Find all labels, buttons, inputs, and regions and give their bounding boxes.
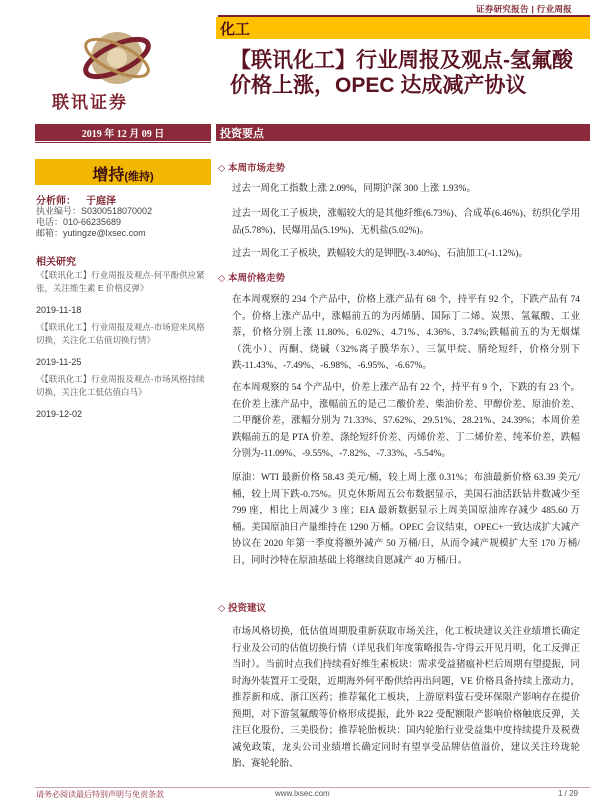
section-heading-market: ◇ 本周市场走势 bbox=[218, 163, 285, 174]
advice-paragraph: 市场风格切换，低估值周期股重新获取市场关注，化工板块建议关注业绩增长确定行业及公司的估值切换行情（详见我们年度策略报告-守得云开见月明，化工反弹正当时）。当前时点我们持续看好维生素板块：需求受益猪瘟补栏后周期有望提振，同时海外装置开工受限，近期海外何平酚供给再出问题，VE 价格具备持续上涨动力，推荐新和成、浙江医药；推荐氟化工板块，上游原料萤石受环保限产影响存在提价预期，对下游氢氟酸等价格形成提振，此外 R22 受配额限产影响价格触底反弹，关注巨化股份、三美股份；推荐轮胎板块：国内轮胎行业受益集中度持续提升及税费减免政策，龙头公司业绩增长确定同时有望享受品牌估值溢价，建议关注玲珑轮胎、赛轮轮胎、 bbox=[232, 627, 580, 769]
rating-note: (维持) bbox=[124, 171, 154, 183]
report-date: 2019 年 12 月 09 日 bbox=[81, 129, 165, 140]
market-paragraph-3: 过去一周化工子板块，跌幅较大的是钾肥(-3.40%)、石油加工(-1.12%)。 bbox=[232, 249, 529, 259]
industry-banner bbox=[216, 17, 590, 39]
analyst-name: 于庭泽 bbox=[86, 196, 116, 207]
website-link[interactable]: www.lxsec.com bbox=[275, 789, 330, 798]
diamond-bullet-icon: ◇ bbox=[218, 163, 228, 174]
analyst-phone: 电话：010-66235689 bbox=[36, 217, 122, 227]
price-paragraph-2: 在本周观察的 54 个产品中，价差上涨产品有 22 个，持平有 9 个，下跌的有 23 个。在价差上涨产品中，涨幅前五的是己二酸价差、柴油价差、甲醇价差、原油价差、二甲醚价差，涨幅分别为 71.33%、57.62%、29.51%、28.21%、24.39%；本周价差跌幅前五的是 PTA 价差、涤纶短纤价差、丙烯价差、丁二烯价差、纯苯价差，跌幅分别为-11.09%、-9.55%、-7.82%、-7.33%、-5.54%。 bbox=[232, 383, 580, 459]
industry-label: 化工 bbox=[220, 21, 251, 38]
price-paragraph-3: 原油：WTI 最新价格 58.43 美元/桶，较上周上涨 0.31%；布油最新价格 63.39 美元/桶，较上周下跌-0.75%。贝克休斯周五公布数据显示，美国石油活跃钻井数减少至 799 座，相比上周减少 3 座；EIA 最新数据显示上周美国原油库存减少 485.60 万桶。美国原油日产量维持在 1290 万桶。OPEC 会议结束，OPEC+一致达成扩大减产协议在 2020 年第一季度将额外减产 50 万桶/日，从而令减产规模扩大至 170 万桶/日，同时沙特在原油基础上将继续自愿减产 40 万桶/日。 bbox=[232, 473, 580, 566]
disclaimer-note: 请务必阅读最后特别声明与免责条款 bbox=[36, 790, 164, 799]
title-line-1: 【联讯化工】行业周报及观点-氢氟酸 bbox=[230, 49, 573, 72]
page-number: 1 / 29 bbox=[557, 789, 578, 798]
related-report-link[interactable]: 《【联讯化工】行业周报及观点-市场风格持续切换，关注化工低估值白马》 bbox=[36, 374, 205, 397]
report-type-label: 证券研究报告 | 行业周报 bbox=[475, 4, 572, 14]
analyst-email: 邮箱：yutingze@lxsec.com bbox=[36, 228, 146, 238]
related-report-date: 2019-12-02 bbox=[36, 409, 83, 419]
rating-value: 增持(维持) bbox=[92, 167, 154, 184]
date-bar bbox=[35, 124, 211, 141]
logo-text: 联讯证券 bbox=[52, 93, 128, 112]
section-heading-advice: ◇ 投资建议 bbox=[218, 603, 266, 614]
related-research-title: 相关研究 bbox=[36, 257, 76, 268]
related-report-date: 2019-11-18 bbox=[36, 305, 82, 315]
title-line-2: 价格上涨，OPEC 达成减产协议 bbox=[230, 74, 527, 97]
footer-rule bbox=[35, 787, 590, 788]
market-paragraph-2: 过去一周化工子板块，涨幅较大的是其他纤维(6.73%)、合成革(6.46%)、纺织化学用品(5.78%)、民爆用品(5.19%)、无机盐(5.02%)。 bbox=[232, 209, 580, 236]
market-paragraph-1: 过去一周化工指数上涨 2.09%，同期沪深 300 上涨 1.93%。 bbox=[232, 184, 476, 194]
related-report-date: 2019-11-25 bbox=[36, 357, 82, 367]
investment-focus-title: 投资要点 bbox=[220, 128, 264, 140]
left-rule bbox=[35, 142, 211, 143]
related-report-link[interactable]: 《【联讯化工】行业周报及观点-何平酚供应紧张，关注维生素 E 价格反弹》 bbox=[36, 270, 205, 293]
related-report-link[interactable]: 《【联讯化工】行业周报及观点-市场迎来风格切换，关注化工估值切换行情》 bbox=[36, 322, 205, 345]
investment-focus-bar bbox=[216, 124, 590, 141]
analyst-id: 执业编号：S0300518070002 bbox=[36, 206, 153, 216]
section-heading-price: ◇ 本周价格走势 bbox=[218, 273, 285, 284]
price-paragraph-1: 在本周观察的 234 个产品中，价格上涨产品有 68 个，持平有 92 个，下跌产品有 74 个。价格上涨产品中，涨幅前五的为丙烯腈、国际丁二烯、炭黑、氢氟酸、工业萘，价格分别上涨 11.80%、6.02%、4.71%、4.36%、3.74%;跌幅前五的为无烟煤（洗小）、丙酮、烧碱（32%离子膜华东）、三氯甲烷、腈纶短纤，价格分别下跌-11.43%、-7.49%、-6.98%、-6.95%、-6.67%。 bbox=[232, 295, 580, 371]
analyst-label: 分析师： bbox=[36, 196, 76, 207]
report-title bbox=[230, 48, 590, 98]
rating-box bbox=[35, 159, 211, 185]
diamond-bullet-icon: ◇ bbox=[218, 273, 228, 284]
diamond-bullet-icon: ◇ bbox=[218, 603, 228, 614]
